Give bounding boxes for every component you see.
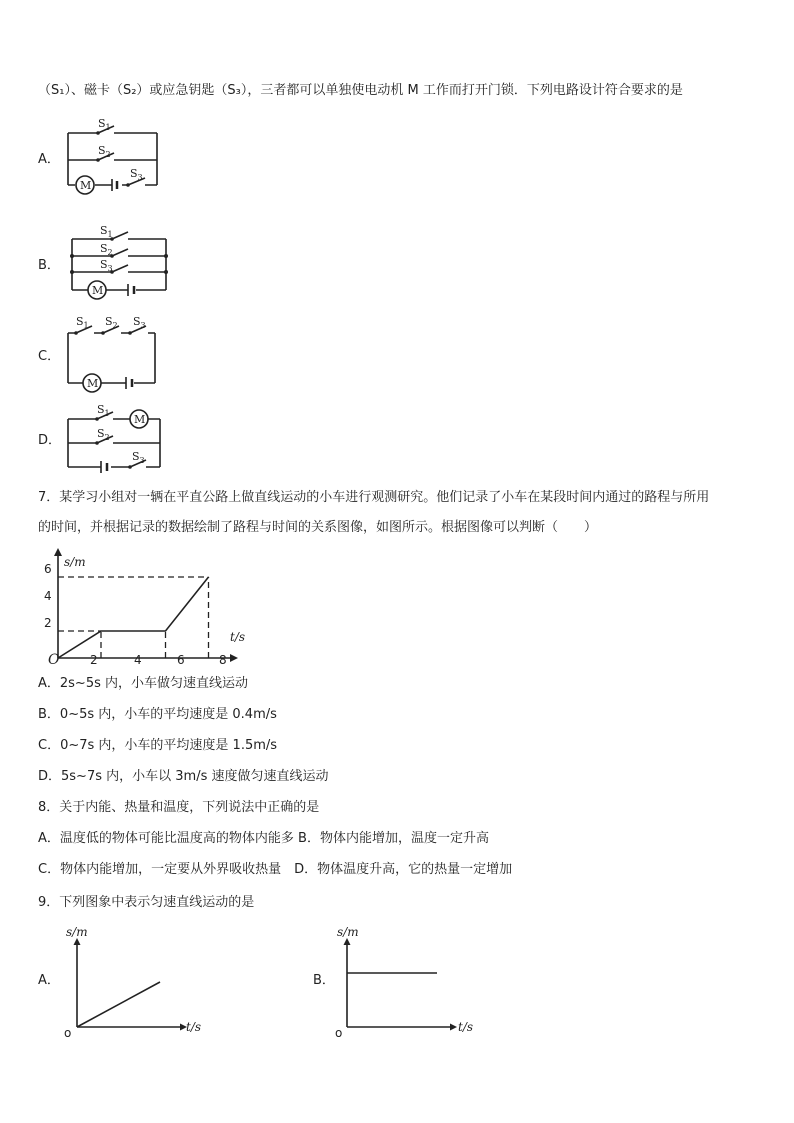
q8-stem: 8．关于内能、热量和温度，下列说法中正确的是 (38, 800, 320, 815)
svg-text:S2: $S_2$ (98, 144, 111, 159)
q6-option-b-label: B． (38, 258, 60, 273)
q7-option-b: B．0~5s 内，小车的平均速度是 0.4m/s (38, 707, 277, 722)
q9b-x-label: t/s (458, 1020, 474, 1034)
q8-options-row2: C．物体内能增加，一定要从外界吸收热量 D．物体温度升高，它的热量一定增加 (38, 862, 513, 877)
q9a-origin: o (64, 1026, 72, 1040)
svg-text:S3: $S_3$ (132, 450, 145, 465)
q9-graph-a (64, 925, 201, 1040)
svg-text:S2: $S_2$ (105, 315, 118, 330)
q7-stem-line1: 7．某学习小组对一辆在平直公路上做直线运动的小车进行观测研究。他们记录了小车在某段时间内通过的路程与所用 (38, 490, 710, 505)
q9a-y-label: s/m (66, 925, 88, 939)
y-axis-label: s/m (64, 555, 86, 569)
svg-text:S3: $S_3$ (133, 315, 146, 330)
y-tick-4: 4 (44, 589, 52, 603)
q7-stem-line2: 的时间，并根据记录的数据绘制了路程与时间的关系图像，如图所示。根据图像可以判断（ ） (38, 520, 598, 535)
svg-text:S2: $S_2$ (97, 427, 110, 442)
q9b-y-label: s/m (337, 925, 359, 939)
x-tick-2: 2 (90, 653, 98, 667)
svg-text:M: M (92, 284, 104, 297)
x-tick-6: 6 (177, 653, 185, 667)
svg-text:M: M (87, 377, 99, 390)
q6-option-c-label: C． (38, 349, 61, 364)
q8-options-row1: A．温度低的物体可能比温度高的物体内能多 B．物体内能增加，温度一定升高 (38, 831, 489, 846)
q7-option-a: A．2s~5s 内，小车做匀速直线运动 (38, 676, 249, 691)
svg-text:S3: $S_3$ (100, 258, 113, 273)
q9-option-b-label: B． (313, 973, 335, 988)
q6-option-d-label: D． (38, 433, 62, 448)
q9b-origin: o (335, 1026, 343, 1040)
s-t-line-sloped (77, 982, 160, 1027)
y-tick-2: 2 (44, 616, 52, 630)
svg-text:S1: $S_1$ (98, 117, 111, 132)
svg-text:S2: $S_2$ (100, 242, 113, 257)
x-tick-4: 4 (134, 653, 142, 667)
svg-text:M: M (134, 413, 146, 426)
q6-stem: （S₁）、磁卡（S₂）或应急钥匙（S₃），三者都可以单独使电动机 M 工作而打开门锁．下列电路设计符合要求的是 (38, 83, 683, 98)
origin-label: O (48, 652, 60, 668)
q9-graph-b (335, 925, 473, 1040)
q7-option-d: D．5s~7s 内，小车以 3m/s 速度做匀速直线运动 (38, 769, 329, 784)
q7-option-c: C．0~7s 内，小车的平均速度是 1.5m/s (38, 738, 278, 753)
svg-text:M: M (80, 179, 92, 192)
x-tick-8: 8 (219, 653, 227, 667)
svg-text:S3: $S_3$ (130, 167, 143, 182)
q6-option-a-label: A． (38, 152, 60, 167)
svg-text:S1: $S_1$ (76, 315, 89, 330)
q9-stem: 9．下列图象中表示匀速直线运动的是 (38, 895, 255, 910)
svg-text:S1: $S_1$ (97, 403, 110, 418)
x-axis-label: t/s (230, 630, 246, 644)
svg-text:S1: $S_1$ (100, 224, 113, 239)
y-tick-6: 6 (44, 562, 52, 576)
q9-option-a-label: A． (38, 973, 60, 988)
q9a-x-label: t/s (186, 1020, 202, 1034)
